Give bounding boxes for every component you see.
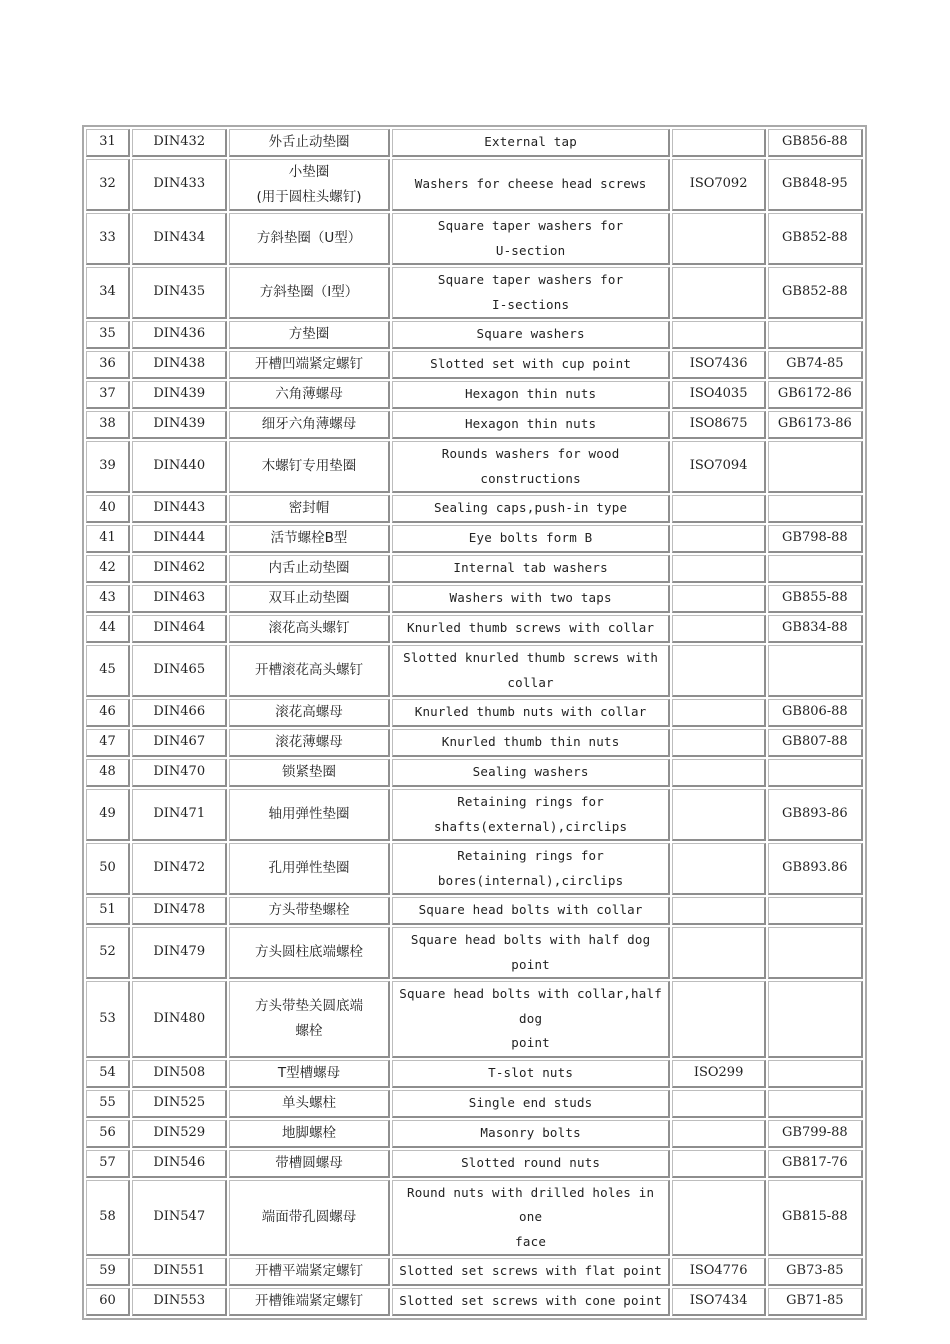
gb-code-cell xyxy=(768,981,863,1058)
iso-code-cell xyxy=(672,129,765,157)
chinese-name-cell xyxy=(229,729,389,757)
table-row xyxy=(86,495,863,523)
din-code-cell: DIN439 xyxy=(132,381,227,409)
chinese-name-line: 开槽平端紧定螺钉 xyxy=(255,1263,364,1280)
chinese-name-line: T型槽螺母 xyxy=(277,1064,341,1081)
chinese-name-line: 方斜垫圈（U型） xyxy=(256,230,362,247)
din-code-cell: DIN434 xyxy=(132,213,227,265)
english-name-cell xyxy=(392,615,671,643)
english-name-cell xyxy=(392,267,671,319)
english-name-cell xyxy=(392,213,671,265)
iso-code-cell xyxy=(672,213,765,265)
english-name-line: Rounds washers for wood constructions xyxy=(441,446,620,486)
iso-code-cell xyxy=(672,1120,765,1148)
chinese-name-line: 滚花薄螺母 xyxy=(275,734,343,751)
chinese-name-line: 方垫圈 xyxy=(288,326,330,343)
english-name-cell xyxy=(392,927,671,979)
chinese-name-line: 开槽锥端紧定螺钉 xyxy=(255,1293,364,1310)
iso-code-cell xyxy=(672,1090,765,1118)
row-number-cell: 38 xyxy=(86,411,130,439)
chinese-name-cell xyxy=(229,843,389,895)
din-code-cell: DIN525 xyxy=(132,1090,227,1118)
english-name-line: Slotted set screws with flat point xyxy=(399,1263,662,1279)
iso-code-cell: ISO7094 xyxy=(672,441,765,493)
english-name-cell xyxy=(392,1090,671,1118)
english-name-line: bores(internal),circlips xyxy=(437,872,624,888)
english-name-cell xyxy=(392,495,671,523)
chinese-name-line: 方头带垫螺栓 xyxy=(268,902,350,919)
din-code-cell: DIN438 xyxy=(132,351,227,379)
iso-code-cell xyxy=(672,645,765,697)
english-name-cell xyxy=(392,843,671,895)
chinese-name-line: 开槽凹端紧定螺钉 xyxy=(255,356,364,373)
iso-code-cell xyxy=(672,321,765,349)
gb-code-cell xyxy=(768,1090,863,1118)
chinese-name-line: 六角薄螺母 xyxy=(275,386,343,403)
gb-code-cell xyxy=(768,441,863,493)
chinese-name-line: 带槽圆螺母 xyxy=(275,1154,343,1171)
row-number-cell: 59 xyxy=(86,1258,130,1286)
english-name-line: Washers with two taps xyxy=(449,590,612,606)
gb-code-cell: GB807-88 xyxy=(768,729,863,757)
din-code-cell: DIN435 xyxy=(132,267,227,319)
english-name-line: shafts(external),circlips xyxy=(434,818,628,834)
chinese-name-cell xyxy=(229,1258,389,1286)
gb-code-cell: GB74-85 xyxy=(768,351,863,379)
chinese-name-cell xyxy=(229,495,389,523)
gb-code-cell: GB73-85 xyxy=(768,1258,863,1286)
english-name-cell xyxy=(392,441,671,493)
row-number-cell: 50 xyxy=(86,843,130,895)
iso-code-cell: ISO4776 xyxy=(672,1258,765,1286)
english-name-line: Slotted set screws with cone point xyxy=(399,1293,662,1309)
row-number-cell: 57 xyxy=(86,1150,130,1178)
chinese-name-line: 单头螺柱 xyxy=(282,1094,337,1111)
english-name-cell xyxy=(392,381,671,409)
row-number-cell: 58 xyxy=(86,1180,130,1257)
chinese-name-cell xyxy=(229,525,389,553)
row-number-cell: 43 xyxy=(86,585,130,613)
row-number-cell: 49 xyxy=(86,789,130,841)
table-row xyxy=(86,1120,863,1148)
iso-code-cell xyxy=(672,525,765,553)
gb-code-cell: GB856-88 xyxy=(768,129,863,157)
chinese-name-line: 地脚螺栓 xyxy=(282,1124,337,1141)
english-name-line: Washers for cheese head screws xyxy=(414,176,647,192)
table-row xyxy=(86,789,863,841)
din-code-cell: DIN464 xyxy=(132,615,227,643)
english-name-cell xyxy=(392,1180,671,1257)
english-name-line: Slotted round nuts xyxy=(461,1154,601,1170)
iso-code-cell xyxy=(672,495,765,523)
table-row xyxy=(86,1150,863,1178)
fastener-standards-table xyxy=(82,125,867,1320)
din-code-cell: DIN463 xyxy=(132,585,227,613)
english-name-line: Square washers xyxy=(476,326,585,342)
chinese-name-line: 活节螺栓B型 xyxy=(270,530,348,547)
iso-code-cell xyxy=(672,897,765,925)
row-number-cell: 60 xyxy=(86,1288,130,1316)
din-code-cell: DIN462 xyxy=(132,555,227,583)
row-number-cell: 36 xyxy=(86,351,130,379)
row-number-cell: 47 xyxy=(86,729,130,757)
iso-code-cell xyxy=(672,789,765,841)
row-number-cell: 45 xyxy=(86,645,130,697)
chinese-name-line: 锁紧垫圈 xyxy=(282,764,337,781)
table-row xyxy=(86,1060,863,1088)
row-number-cell: 33 xyxy=(86,213,130,265)
chinese-name-cell xyxy=(229,585,389,613)
row-number-cell: 51 xyxy=(86,897,130,925)
iso-code-cell xyxy=(672,267,765,319)
row-number-cell: 42 xyxy=(86,555,130,583)
english-name-cell xyxy=(392,351,671,379)
english-name-line: Retaining rings for xyxy=(457,794,604,809)
row-number-cell: 46 xyxy=(86,699,130,727)
gb-code-cell xyxy=(768,645,863,697)
chinese-name-cell xyxy=(229,321,389,349)
row-number-cell: 32 xyxy=(86,159,130,211)
english-name-line: Square taper washers for xyxy=(437,272,624,287)
chinese-name-line: 细牙六角薄螺母 xyxy=(261,416,357,433)
chinese-name-cell xyxy=(229,1060,389,1088)
table-row xyxy=(86,927,863,979)
gb-code-cell: GB6172-86 xyxy=(768,381,863,409)
english-name-cell xyxy=(392,159,671,211)
english-name-line: Hexagon thin nuts xyxy=(464,416,597,432)
row-number-cell: 41 xyxy=(86,525,130,553)
chinese-name-line: 螺栓 xyxy=(295,1022,323,1039)
chinese-name-line: 方斜垫圈（I型） xyxy=(259,284,359,301)
gb-code-cell: GB848-95 xyxy=(768,159,863,211)
english-name-line: point xyxy=(511,1035,550,1050)
table-row xyxy=(86,699,863,727)
chinese-name-line: 滚花高螺母 xyxy=(275,704,343,721)
gb-code-cell: GB71-85 xyxy=(768,1288,863,1316)
row-number-cell: 39 xyxy=(86,441,130,493)
english-name-line: Eye bolts form B xyxy=(468,530,593,546)
din-code-cell: DIN436 xyxy=(132,321,227,349)
din-code-cell: DIN508 xyxy=(132,1060,227,1088)
chinese-name-line: 木螺钉专用垫圈 xyxy=(261,458,357,475)
english-name-line: collar xyxy=(507,674,554,690)
chinese-name-cell xyxy=(229,897,389,925)
gb-code-cell: GB893-86 xyxy=(768,789,863,841)
din-code-cell: DIN432 xyxy=(132,129,227,157)
row-number-cell: 40 xyxy=(86,495,130,523)
chinese-name-cell xyxy=(229,699,389,727)
english-name-line: Retaining rings for xyxy=(457,848,604,863)
din-code-cell: DIN471 xyxy=(132,789,227,841)
english-name-line: Knurled thumb thin nuts xyxy=(441,734,620,750)
gb-code-cell xyxy=(768,759,863,787)
iso-code-cell xyxy=(672,585,765,613)
english-name-cell xyxy=(392,759,671,787)
english-name-line: Round nuts with drilled holes in one xyxy=(406,1184,655,1224)
english-name-line: Square head bolts with half dog point xyxy=(410,932,651,972)
gb-code-cell: GB817-76 xyxy=(768,1150,863,1178)
chinese-name-cell xyxy=(229,1180,389,1257)
english-name-cell xyxy=(392,1060,671,1088)
din-code-cell: DIN551 xyxy=(132,1258,227,1286)
english-name-cell xyxy=(392,411,671,439)
din-code-cell: DIN547 xyxy=(132,1180,227,1257)
chinese-name-line: 小垫圈 xyxy=(288,164,330,180)
english-name-cell xyxy=(392,321,671,349)
gb-code-cell: GB6173-86 xyxy=(768,411,863,439)
table-row xyxy=(86,897,863,925)
chinese-name-line: 开槽滚花高头螺钉 xyxy=(255,662,364,679)
english-name-cell xyxy=(392,789,671,841)
chinese-name-cell xyxy=(229,441,389,493)
iso-code-cell: ISO299 xyxy=(672,1060,765,1088)
table-row xyxy=(86,159,863,211)
chinese-name-cell xyxy=(229,789,389,841)
gb-code-cell: GB799-88 xyxy=(768,1120,863,1148)
english-name-line: U-section xyxy=(495,242,566,258)
chinese-name-line: 孔用弹性垫圈 xyxy=(268,860,350,877)
english-name-cell xyxy=(392,555,671,583)
gb-code-cell xyxy=(768,927,863,979)
table-row xyxy=(86,615,863,643)
english-name-cell xyxy=(392,1150,671,1178)
gb-code-cell xyxy=(768,321,863,349)
chinese-name-cell xyxy=(229,129,389,157)
iso-code-cell xyxy=(672,1150,765,1178)
iso-code-cell xyxy=(672,843,765,895)
gb-code-cell xyxy=(768,897,863,925)
chinese-name-line: 外舌止动垫圈 xyxy=(268,134,350,151)
table-body xyxy=(86,129,863,1316)
din-code-cell: DIN553 xyxy=(132,1288,227,1316)
table-row xyxy=(86,267,863,319)
chinese-name-line: 方头圆柱底端螺栓 xyxy=(255,944,364,961)
row-number-cell: 31 xyxy=(86,129,130,157)
english-name-cell xyxy=(392,1288,671,1316)
english-name-line: face xyxy=(515,1233,547,1249)
english-name-cell xyxy=(392,645,671,697)
chinese-name-cell xyxy=(229,1090,389,1118)
chinese-name-cell xyxy=(229,381,389,409)
chinese-name-cell xyxy=(229,1150,389,1178)
english-name-line: Square taper washers for xyxy=(437,218,624,233)
english-name-line: Square head bolts with collar,half dog xyxy=(399,986,662,1026)
english-name-line: I-sections xyxy=(491,296,570,312)
table-row xyxy=(86,351,863,379)
din-code-cell: DIN439 xyxy=(132,411,227,439)
english-name-cell xyxy=(392,525,671,553)
table-row xyxy=(86,759,863,787)
din-code-cell: DIN546 xyxy=(132,1150,227,1178)
chinese-name-cell xyxy=(229,351,389,379)
row-number-cell: 44 xyxy=(86,615,130,643)
table-row xyxy=(86,729,863,757)
din-code-cell: DIN433 xyxy=(132,159,227,211)
table-row xyxy=(86,129,863,157)
row-number-cell: 55 xyxy=(86,1090,130,1118)
chinese-name-cell xyxy=(229,981,389,1058)
table-row xyxy=(86,981,863,1058)
iso-code-cell: ISO7436 xyxy=(672,351,765,379)
iso-code-cell xyxy=(672,615,765,643)
iso-code-cell: ISO8675 xyxy=(672,411,765,439)
gb-code-cell: GB855-88 xyxy=(768,585,863,613)
din-code-cell: DIN443 xyxy=(132,495,227,523)
din-code-cell: DIN479 xyxy=(132,927,227,979)
iso-code-cell xyxy=(672,759,765,787)
din-code-cell: DIN467 xyxy=(132,729,227,757)
chinese-name-line: 方头带垫关圆底端 xyxy=(255,998,364,1015)
table-row xyxy=(86,381,863,409)
din-code-cell: DIN440 xyxy=(132,441,227,493)
iso-code-cell xyxy=(672,1180,765,1257)
english-name-line: Masonry bolts xyxy=(480,1124,581,1140)
gb-code-cell: GB893.86 xyxy=(768,843,863,895)
chinese-name-line: 内舌止动垫圈 xyxy=(268,560,350,577)
din-code-cell: DIN470 xyxy=(132,759,227,787)
gb-code-cell: GB852-88 xyxy=(768,267,863,319)
english-name-cell xyxy=(392,981,671,1058)
row-number-cell: 56 xyxy=(86,1120,130,1148)
table-row xyxy=(86,1258,863,1286)
chinese-name-cell xyxy=(229,927,389,979)
english-name-line: Slotted knurled thumb screws with xyxy=(403,650,659,665)
gb-code-cell: GB798-88 xyxy=(768,525,863,553)
chinese-name-line: (用于圆柱头螺钉) xyxy=(256,188,362,205)
table-row xyxy=(86,585,863,613)
gb-code-cell xyxy=(768,555,863,583)
gb-code-cell: GB806-88 xyxy=(768,699,863,727)
iso-code-cell: ISO7434 xyxy=(672,1288,765,1316)
english-name-line: Knurled thumb screws with collar xyxy=(406,620,655,636)
chinese-name-line: 双耳止动垫圈 xyxy=(268,590,350,607)
table-row xyxy=(86,321,863,349)
english-name-line: Hexagon thin nuts xyxy=(464,386,597,402)
english-name-line: Sealing caps,push-in type xyxy=(434,500,628,516)
english-name-line: Slotted set with cup point xyxy=(430,356,632,372)
din-code-cell: DIN478 xyxy=(132,897,227,925)
table-row xyxy=(86,1288,863,1316)
english-name-cell xyxy=(392,729,671,757)
row-number-cell: 53 xyxy=(86,981,130,1058)
table-row xyxy=(86,1090,863,1118)
english-name-line: T-slot nuts xyxy=(488,1064,574,1080)
din-code-cell: DIN472 xyxy=(132,843,227,895)
table-row xyxy=(86,1180,863,1257)
chinese-name-cell xyxy=(229,1288,389,1316)
english-name-cell xyxy=(392,897,671,925)
chinese-name-cell xyxy=(229,1120,389,1148)
chinese-name-cell xyxy=(229,267,389,319)
iso-code-cell xyxy=(672,927,765,979)
chinese-name-line: 滚花高头螺钉 xyxy=(268,620,350,637)
table-row xyxy=(86,441,863,493)
chinese-name-cell xyxy=(229,555,389,583)
chinese-name-cell xyxy=(229,411,389,439)
english-name-line: External tap xyxy=(484,134,577,150)
chinese-name-cell xyxy=(229,159,389,211)
table-row xyxy=(86,525,863,553)
row-number-cell: 52 xyxy=(86,927,130,979)
table-row xyxy=(86,843,863,895)
chinese-name-cell xyxy=(229,615,389,643)
din-code-cell: DIN529 xyxy=(132,1120,227,1148)
iso-code-cell: ISO7092 xyxy=(672,159,765,211)
english-name-cell xyxy=(392,1258,671,1286)
english-name-line: Square head bolts with collar xyxy=(418,902,643,918)
din-code-cell: DIN466 xyxy=(132,699,227,727)
din-code-cell: DIN444 xyxy=(132,525,227,553)
english-name-cell xyxy=(392,129,671,157)
chinese-name-line: 密封帽 xyxy=(288,500,330,517)
table-row xyxy=(86,213,863,265)
iso-code-cell: ISO4035 xyxy=(672,381,765,409)
iso-code-cell xyxy=(672,699,765,727)
iso-code-cell xyxy=(672,555,765,583)
din-code-cell: DIN465 xyxy=(132,645,227,697)
row-number-cell: 34 xyxy=(86,267,130,319)
chinese-name-cell xyxy=(229,759,389,787)
chinese-name-line: 轴用弹性垫圈 xyxy=(268,806,350,823)
row-number-cell: 35 xyxy=(86,321,130,349)
english-name-cell xyxy=(392,1120,671,1148)
english-name-line: Internal tab washers xyxy=(453,560,608,576)
gb-code-cell xyxy=(768,495,863,523)
chinese-name-cell xyxy=(229,645,389,697)
chinese-name-cell xyxy=(229,213,389,265)
gb-code-cell: GB815-88 xyxy=(768,1180,863,1257)
english-name-cell xyxy=(392,699,671,727)
gb-code-cell xyxy=(768,1060,863,1088)
row-number-cell: 37 xyxy=(86,381,130,409)
iso-code-cell xyxy=(672,981,765,1058)
english-name-line: Sealing washers xyxy=(472,764,589,780)
table-row xyxy=(86,645,863,697)
english-name-cell xyxy=(392,585,671,613)
english-name-line: Knurled thumb nuts with collar xyxy=(414,704,647,720)
table-row xyxy=(86,411,863,439)
table-row xyxy=(86,555,863,583)
gb-code-cell: GB834-88 xyxy=(768,615,863,643)
chinese-name-line: 端面带孔圆螺母 xyxy=(261,1209,357,1225)
din-code-cell: DIN480 xyxy=(132,981,227,1058)
iso-code-cell xyxy=(672,729,765,757)
row-number-cell: 48 xyxy=(86,759,130,787)
gb-code-cell: GB852-88 xyxy=(768,213,863,265)
english-name-line: Single end studs xyxy=(468,1094,593,1110)
row-number-cell: 54 xyxy=(86,1060,130,1088)
